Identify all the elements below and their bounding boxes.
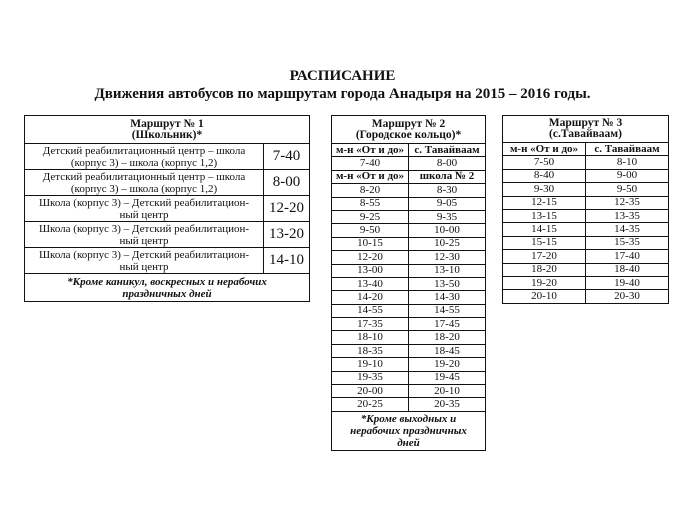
route2-time-a: 17-35 (332, 318, 409, 331)
table-row (332, 358, 486, 371)
table-row (332, 157, 486, 170)
route3-time-b: 20-30 (586, 290, 669, 303)
route3-time-a: 7-50 (503, 156, 586, 169)
table-row (332, 210, 486, 223)
page-subtitle: Движения автобусов по маршрутам города Анадыря на 2015 – 2016 годы. (94, 86, 591, 102)
route3-time-b: 12-35 (586, 196, 669, 209)
table-row (503, 223, 669, 236)
table-row (332, 385, 486, 398)
route2-time-a: 7-40 (332, 157, 409, 170)
route2-time-b: 19-45 (409, 371, 486, 384)
route2-note-line3: дней (397, 436, 420, 449)
table-row (503, 250, 669, 263)
route2-time-b: 14-55 (409, 304, 486, 317)
route3-time-b: 14-35 (586, 223, 669, 236)
route2-time-a: 14-20 (332, 291, 409, 304)
route1-table (24, 115, 310, 302)
route1-desc-line1: Школа (корпус 3) – Детский реабилитацион- (38, 196, 250, 209)
route2-header-line1: Маршрут № 2 (371, 117, 446, 130)
table-row (332, 318, 486, 331)
table-row (503, 276, 669, 289)
route3-time-a: 18-20 (503, 263, 586, 276)
table-row (25, 144, 310, 170)
route2-time-a: 14-55 (332, 304, 409, 317)
route3-time-a: 14-15 (503, 223, 586, 236)
route1-desc-line1: Детский реабилитационный центр – школа (42, 144, 246, 157)
route3-table (502, 115, 669, 304)
route3-header-line2: (с.Тавайваам) (549, 128, 622, 140)
route1-desc-line2: (корпус 3) – школа (корпус 1,2) (70, 156, 218, 169)
table-row (332, 197, 486, 210)
route2-col2b-header: школа № 2 (409, 170, 486, 183)
route3-time-b: 9-00 (586, 169, 669, 182)
route2-header (332, 116, 486, 144)
route1-note-line1: *Кроме каникул, воскресных и нерабочих (67, 275, 267, 288)
route3-time-b: 13-35 (586, 209, 669, 222)
route2-note (332, 411, 486, 450)
route3-time-a: 20-10 (503, 290, 586, 303)
route3-time-a: 12-15 (503, 196, 586, 209)
table-row (503, 156, 669, 169)
table-row (25, 170, 310, 196)
route2-time-b: 12-30 (409, 251, 486, 264)
table-row (332, 304, 486, 317)
route2-time-b: 13-10 (409, 264, 486, 277)
table-row (25, 222, 310, 248)
route2-time-a: 9-50 (332, 224, 409, 237)
route2-time-b: 9-05 (409, 197, 486, 210)
route2-note-line1: *Кроме выходных и (360, 412, 457, 425)
route3-time-b: 18-40 (586, 263, 669, 276)
route1-desc-line1: Школа (корпус 3) – Детский реабилитацион- (38, 248, 250, 261)
route2-time-a: 19-35 (332, 371, 409, 384)
route2-col1-header: м-н «От и до» (332, 144, 409, 157)
route2-time-a: 8-55 (332, 197, 409, 210)
route2-time-b: 10-00 (409, 224, 486, 237)
table-row (25, 196, 310, 222)
table-row (332, 264, 486, 277)
route3-time-a: 15-15 (503, 236, 586, 249)
route3-time-a: 17-20 (503, 250, 586, 263)
table-row (503, 196, 669, 209)
route2-time-a: 10-15 (332, 237, 409, 250)
route2-time-b: 18-20 (409, 331, 486, 344)
route2-time-a: 13-00 (332, 264, 409, 277)
table-row (503, 209, 669, 222)
route2-time-b: 20-10 (409, 385, 486, 398)
table-row (332, 237, 486, 250)
route2-time-b: 10-25 (409, 237, 486, 250)
route2-col1b-header: м-н «От и до» (332, 170, 409, 183)
page-title: РАСПИСАНИЕ (289, 68, 396, 84)
route3-col2-header: с. Тавайваам (586, 143, 669, 156)
route1-desc-line2: ный центр (119, 234, 169, 247)
table-row (332, 224, 486, 237)
route2-time-b: 13-50 (409, 277, 486, 290)
route2-time-a: 13-40 (332, 277, 409, 290)
table-row (332, 251, 486, 264)
route1-desc-line2: (корпус 3) – школа (корпус 1,2) (70, 182, 218, 195)
route1-time: 14-10 (264, 248, 310, 274)
route2-time-b: 14-30 (409, 291, 486, 304)
route2-time-a: 9-25 (332, 210, 409, 223)
route1-note (25, 274, 310, 302)
route3-time-b: 9-50 (586, 183, 669, 196)
route3-time-b: 17-40 (586, 250, 669, 263)
route2-time-b: 9-35 (409, 210, 486, 223)
route2-time-b: 18-45 (409, 344, 486, 357)
route1-header-line1: Маршрут № 1 (130, 117, 204, 130)
route1-header (25, 116, 310, 144)
table-row (332, 291, 486, 304)
route2-time-a: 20-25 (332, 398, 409, 411)
table-row (332, 277, 486, 290)
route2-table (331, 115, 486, 451)
route1-time: 7-40 (264, 144, 310, 170)
route3-time-a: 9-30 (503, 183, 586, 196)
table-row (503, 183, 669, 196)
route3-header-line1: Маршрут № 3 (548, 117, 623, 129)
route3-time-a: 8-40 (503, 169, 586, 182)
table-row (332, 331, 486, 344)
table-row (503, 236, 669, 249)
route3-col1-header: м-н «От и до» (503, 143, 586, 156)
route2-header-line2: (Городское кольцо)* (355, 128, 462, 141)
table-row (503, 263, 669, 276)
route2-time-a: 12-20 (332, 251, 409, 264)
route2-time-a: 18-35 (332, 344, 409, 357)
route2-time-a: 18-10 (332, 331, 409, 344)
route2-time-b: 8-00 (409, 157, 486, 170)
route1-time: 13-20 (264, 222, 310, 248)
route1-desc-line1: Школа (корпус 3) – Детский реабилитацион- (38, 222, 250, 235)
table-row (332, 184, 486, 197)
table-row (503, 169, 669, 182)
route2-col2-header: с. Тавайваам (409, 144, 486, 157)
route3-time-a: 13-15 (503, 209, 586, 222)
route2-time-b: 20-35 (409, 398, 486, 411)
route2-time-a: 20-00 (332, 385, 409, 398)
route2-note-line2: нерабочих праздничных (350, 424, 467, 437)
route1-time: 12-20 (264, 196, 310, 222)
table-row (332, 371, 486, 384)
route2-time-a: 8-20 (332, 184, 409, 197)
table-row (332, 344, 486, 357)
route2-time-a: 19-10 (332, 358, 409, 371)
route1-time: 8-00 (264, 170, 310, 196)
route1-desc-line2: ный центр (119, 260, 169, 273)
route2-time-b: 8-30 (409, 184, 486, 197)
route1-desc-line1: Детский реабилитационный центр – школа (42, 170, 246, 183)
table-row (503, 290, 669, 303)
route3-time-a: 19-20 (503, 276, 586, 289)
route1-desc-line2: ный центр (119, 208, 169, 221)
route3-time-b: 19-40 (586, 276, 669, 289)
table-row (25, 248, 310, 274)
table-row (332, 398, 486, 411)
route2-time-b: 19-20 (409, 358, 486, 371)
route3-header (503, 116, 669, 143)
route1-header-line2: (Школьник)* (131, 128, 203, 141)
route3-time-b: 15-35 (586, 236, 669, 249)
route3-time-b: 8-10 (586, 156, 669, 169)
route1-note-line2: праздничных дней (122, 287, 212, 300)
route2-time-b: 17-45 (409, 318, 486, 331)
